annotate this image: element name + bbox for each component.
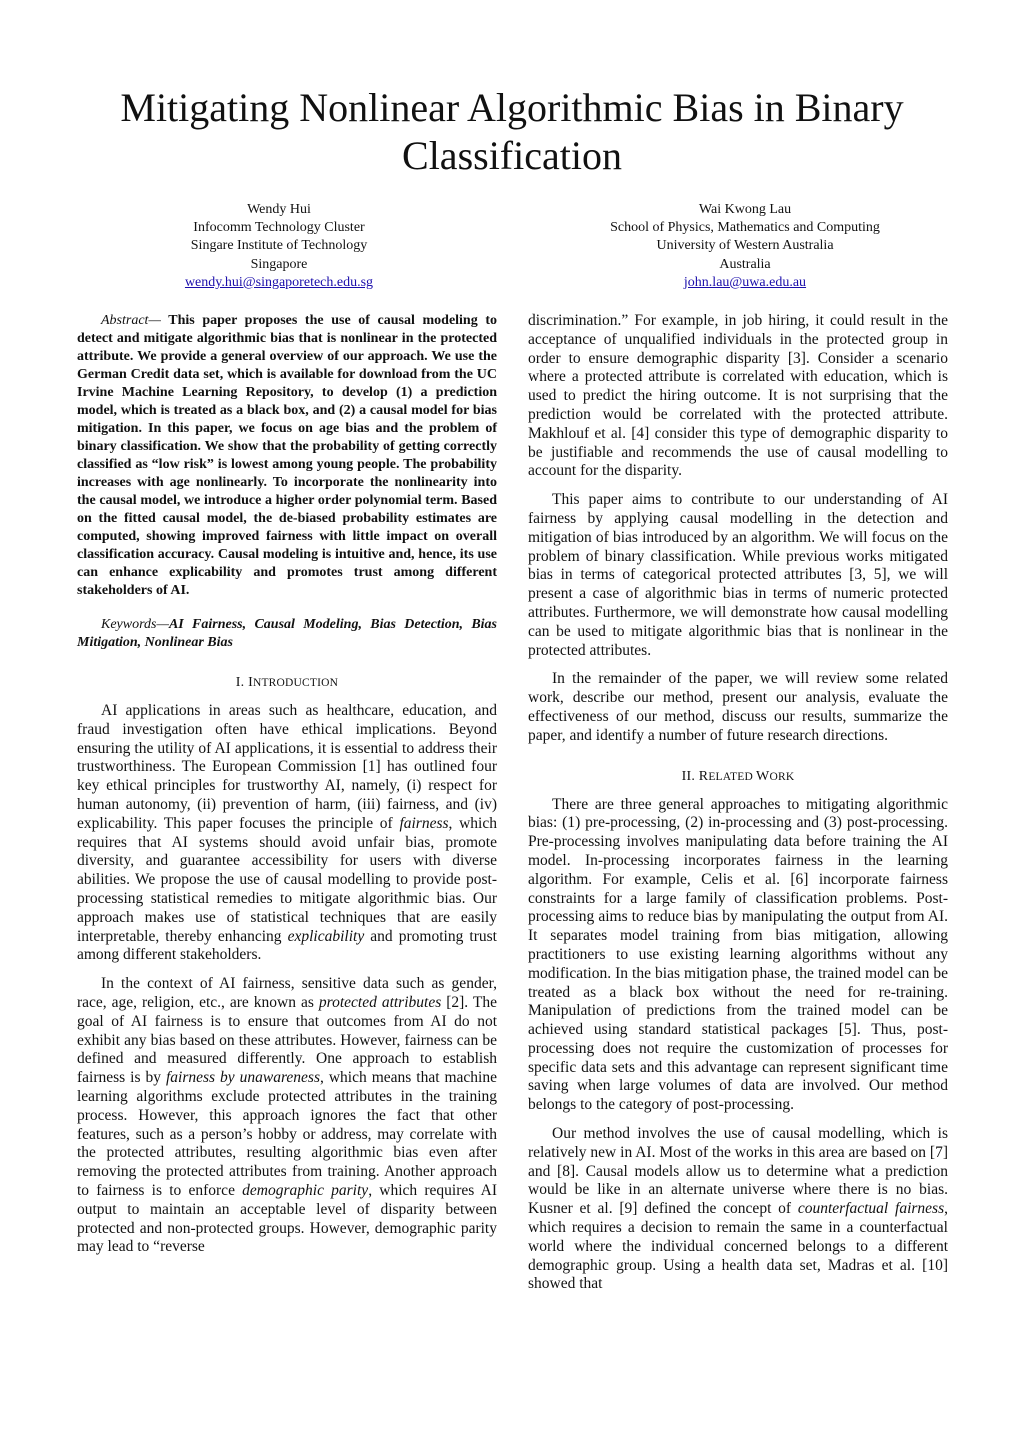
author-affiliation: Infocomm Technology Cluster	[193, 220, 365, 236]
author-affiliation: University of Western Australia	[656, 238, 834, 254]
intro-paragraph-1: AI applications in areas such as healthcare, education, and fraud investigation often have ethical implications. Beyond ensuring the utility of AI applications, it is essential to address their trustworthiness. The European Commission [1] has outlined four key ethical principles for trustworthy AI, namely, (i) respect for human autonomy, (ii) prevention of harm, (iii) fairness, and (iv) explicability. This paper focuses the principle of fairness, which requires that AI systems should avoid unfair bias, promote diversity, and guarantee accessibility for users with diverse abilities. We propose the use of causal modelling to provide post-processing statistical remedies to mitigate algorithmic bias. Our approach makes use of statistical techniques that are easily interpretable, thereby enhancing explicability and promoting trust among different stakeholders.	[77, 702, 497, 964]
author-block-2	[555, 201, 935, 292]
author-block-1	[89, 201, 469, 292]
related-paragraph-1: There are three general approaches to mitigating algorithmic bias: (1) pre-processing, (2) in-processing and (3) post-processing. Pre-processing involves manipulating data before training the AI model. In-processing incorporates fairness in the learning algorithm. For example, Celis et al. [6] incorporate fairness constraints for a large family of classification problems. Post-processing aims to reduce bias by manipulating the output from AI. It separates model training from bias mitigation, allowing practitioners to use existing learning algorithms without any modification. In the bias mitigation phase, the trained model can be treated as a black box without the need for re-training. Manipulation of predictions from the trained model can be achieved using standard statistical packages [5]. Thus, post-processing does not require the customization of processes for specific data sets and this advantage can represent significant time saving when large volumes of data are involved. Our method belongs to the category of post-processing.	[528, 795, 948, 1114]
paper-title: Mitigating Nonlinear Algorithmic Bias in Binary Classification	[120, 85, 904, 178]
author-email-link[interactable]: john.lau@uwa.edu.au	[683, 274, 807, 290]
intro-paragraph-2: In the context of AI fairness, sensitive data such as gender, race, age, religion, etc., are known as protected attributes [2]. The goal of AI fairness is to ensure that outcomes from AI do not exhibit any bias based on these attributes. However, fairness can be defined and measured differently. One approach to establish fairness is by fairness by unawareness, which means that machine learning algorithms exclude protected attributes in the training process. However, this approach ignores the fact that other features, such as a person’s hobby or address, may correlate with the protected attributes, resulting algorithmic bias even after removing the protected attributes from training. Another approach to fairness is to enforce demographic parity, which requires AI output to maintain an acceptable level of disparity between protected and non-protected groups. However, demographic parity may lead to “reverse	[77, 975, 497, 1256]
intro-paragraph-4: In the remainder of the paper, we will review some related work, describe our method, present our analysis, evaluate the effectiveness of our method, discuss our results, summarize the paper, and identify a number of future research directions.	[528, 670, 948, 744]
author-affiliation: School of Physics, Mathematics and Computing	[610, 220, 880, 236]
abstract-label: Abstract—	[101, 313, 161, 328]
related-paragraph-2: Our method involves the use of causal modelling, which is relatively new in AI. Most of the works in this area are based on [7] and [8]. Causal models allow us to determine what a prediction would be like in an alternate universe where there is no bias. Kusner et al. [9] defined the concept of counterfactual fairness, which requires a decision to remain the same in a counterfactual world where the individual concerned belongs to a different demographic group. Using a health data set, Madras et al. [10] showed that	[528, 1125, 948, 1293]
keywords-label: Keywords—	[101, 617, 169, 632]
author-affiliation: Singare Institute of Technology	[190, 238, 368, 254]
section-heading-related-work: II. RELATED WORK	[681, 768, 795, 784]
section-heading-introduction: I. INTRODUCTION	[235, 675, 339, 690]
author-location: Singapore	[250, 256, 308, 272]
right-column	[528, 312, 948, 1294]
abstract	[77, 312, 497, 600]
intro-paragraph-2-continued: discrimination.” For example, in job hiring, it could result in the acceptance of unqualified individuals in the protected group in order to ensure demographic disparity [3]. Consider a scenario where a protected attribute is correlated with education, which is used to predict the hiring outcome. It is not surprising that the prediction would be correlated with the protected attribute. Makhlouf et al. [4] consider this type of demographic disparity to be justifiable and recommends the use of causal modelling to account for the disparity.	[528, 312, 948, 480]
keywords	[77, 616, 497, 652]
author-email-link[interactable]: wendy.hui@singaporetech.edu.sg	[184, 274, 374, 290]
abstract-text: This paper proposes the use of causal modeling to detect and mitigate algorithmic bias that is nonlinear in the protected attribute. We provide a general overview of our approach. We use the German Credit data set, which is available for download from the UC Irvine Machine Learning Repository, to develop (1) a prediction model, which is treated as a black box, and (2) a causal model for bias mitigation. In this paper, we focus on age bias and the problem of binary classification. We show that the probability of getting correctly classified as “low risk” is lowest among young people. The probability increases with age nonlinearly. To incorporate the nonlinearity into the causal model, we introduce a higher order polynomial term. Based on the fitted causal model, the de-biased probability estimates are computed, showing improved fairness with little impact on overall classification accuracy. Causal modeling is intuitive and, hence, its use can enhance explicability and promotes trust among different stakeholders of AI.	[77, 313, 497, 598]
author-name: Wai Kwong Lau	[698, 202, 792, 217]
author-name: Wendy Hui	[247, 202, 311, 217]
left-column	[77, 312, 497, 1257]
author-location: Australia	[719, 256, 771, 272]
keywords-text: AI Fairness, Causal Modeling, Bias Detection, Bias Mitigation, Nonlinear Bias	[77, 617, 497, 650]
intro-paragraph-3: This paper aims to contribute to our understanding of AI fairness by applying causal modelling in the detection and mitigation of bias introduced by an algorithm. We will focus on the problem of binary classification. While previous works mitigated bias in terms of categorical protected attributes [3, 5], we will present a case of algorithmic bias in terms of numeric protected attributes. Furthermore, we will demonstrate how causal modelling can be used to mitigate algorithmic bias that is nonlinear in the protected attributes.	[528, 491, 948, 659]
